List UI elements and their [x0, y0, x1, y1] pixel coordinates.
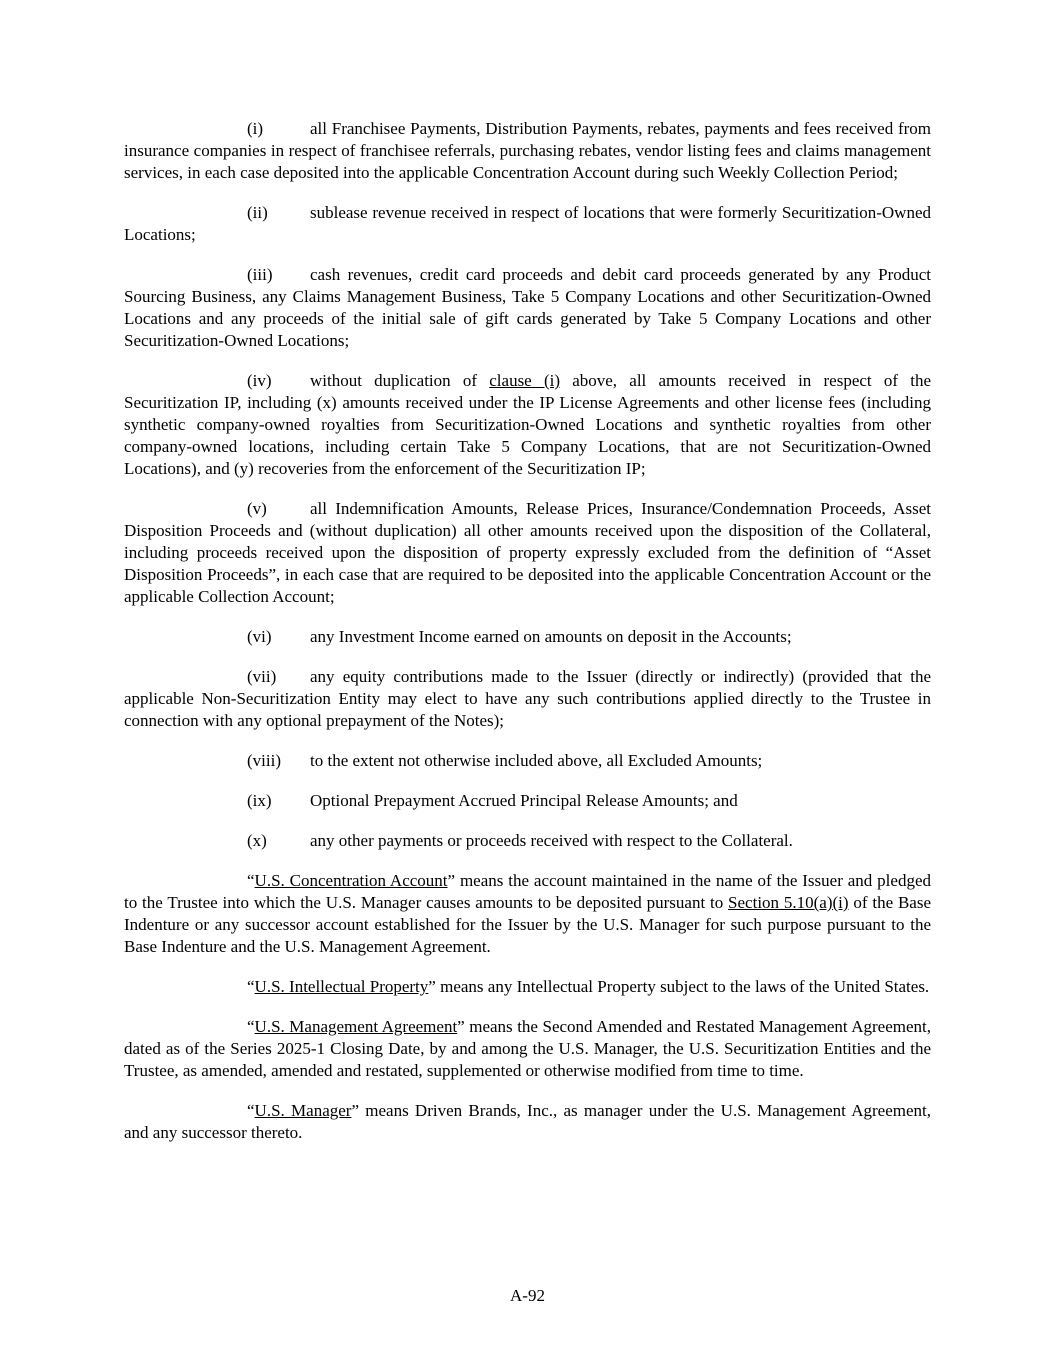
- paragraph: [124, 626, 931, 648]
- list-marker: (iv): [247, 371, 272, 390]
- list-marker: (vii): [247, 667, 277, 686]
- text-run: above, all amounts received in respect of the Securitization IP, including (x) amounts received under the IP License Agreements and other license fees (including synthetic company-owned royalties from Securitization-Owned Locations and synthetic royalties from other company-owned locations, including certain Take 5 Company Locations, that are not Securitization-Owned Locations), and (y) recoveries from the enforcement of the Securitization IP;: [124, 371, 932, 478]
- paragraph: [124, 264, 931, 352]
- list-marker: (ii): [247, 203, 268, 222]
- text-run: any equity contributions made to the Issuer (directly or indirectly) (provided that the applicable Non-Securitization Entity may elect to have any such contributions applied directly to the Trustee in connection with any optional prepayment of the Notes);: [124, 667, 931, 730]
- list-marker: (i): [247, 119, 264, 138]
- text-run: ” means the account maintained in the name of the Issuer and pledged to the Trustee into which the U.S. Manager causes amounts to be deposited pursuant to: [124, 871, 931, 912]
- text-run: of the Base Indenture or any successor account established for the Issuer by the U.S. Manager for such purpose pursuant to the Base Indenture and the U.S. Management Agreement.: [124, 893, 931, 956]
- text-run: Optional Prepayment Accrued Principal Release Amounts; and: [310, 791, 738, 810]
- text-run: “: [247, 977, 255, 996]
- paragraph: [124, 976, 931, 998]
- paragraph: [124, 1016, 931, 1082]
- list-marker: (x): [247, 831, 267, 850]
- paragraph: [124, 790, 931, 812]
- defined-term: U.S. Intellectual Property: [254, 977, 429, 996]
- text-run: ” means any Intellectual Property subject to the laws of the United States.: [428, 977, 930, 996]
- paragraph: [124, 202, 931, 246]
- paragraph: [124, 750, 931, 772]
- list-marker: (v): [247, 499, 267, 518]
- text-run: without duplication of: [310, 371, 490, 390]
- text-run: sublease revenue received in respect of locations that were formerly Securitization-Owned Locations;: [124, 203, 931, 244]
- defined-term: Section 5.10(a)(i): [728, 893, 849, 912]
- list-marker: (ix): [247, 791, 272, 810]
- paragraph: [124, 830, 931, 852]
- text-run: ” means Driven Brands, Inc., as manager under the U.S. Management Agreement, and any successor thereto.: [124, 1101, 931, 1142]
- text-run: to the extent not otherwise included above, all Excluded Amounts;: [310, 751, 763, 770]
- defined-term: U.S. Concentration Account: [254, 871, 448, 890]
- paragraph: [124, 870, 931, 958]
- text-run: all Franchisee Payments, Distribution Payments, rebates, payments and fees received from insurance companies in respect of franchisee referrals, purchasing rebates, vendor listing fees and claims management services, in each case deposited into the applicable Concentration Account during such Weekly Collection Period;: [124, 119, 931, 182]
- list-marker: (viii): [247, 751, 281, 770]
- text-run: “: [247, 871, 255, 890]
- text-run: all Indemnification Amounts, Release Prices, Insurance/Condemnation Proceeds, Asset Disposition Proceeds and (without duplication) all other amounts received upon the disposition of the Collateral, including proceeds received upon the disposition of property expressly excluded from the definition of “Asset Disposition Proceeds”, in each case that are required to be deposited into the applicable Concentration Account or the applicable Collection Account;: [124, 499, 931, 606]
- paragraph: [124, 1100, 931, 1144]
- text-run: ” means the Second Amended and Restated Management Agreement, dated as of the Series 2025-1 Closing Date, by and among the U.S. Manager, the U.S. Securitization Entities and the Trustee, as amended, amended and restated, supplemented or otherwise modified from time to time.: [124, 1017, 931, 1080]
- defined-term: clause (i): [489, 371, 560, 390]
- paragraph: [124, 666, 931, 732]
- text-run: cash revenues, credit card proceeds and debit card proceeds generated by any Product Sourcing Business, any Claims Management Business, Take 5 Company Locations and other Securitization-Owned Locations and any proceeds of the initial sale of gift cards generated by Take 5 Company Locations and other Securitization-Owned Locations;: [124, 265, 931, 350]
- paragraph: [124, 498, 931, 608]
- text-run: “: [247, 1101, 255, 1120]
- list-marker: (vi): [247, 627, 272, 646]
- page-number: A-92: [510, 1286, 545, 1305]
- defined-term: U.S. Management Agreement: [254, 1017, 458, 1036]
- text-run: “: [247, 1017, 255, 1036]
- defined-term: U.S. Manager: [254, 1101, 352, 1120]
- paragraph: [124, 370, 931, 480]
- text-run: any Investment Income earned on amounts on deposit in the Accounts;: [310, 627, 792, 646]
- list-marker: (iii): [247, 265, 273, 284]
- paragraph: [124, 118, 931, 184]
- text-run: any other payments or proceeds received with respect to the Collateral.: [310, 831, 793, 850]
